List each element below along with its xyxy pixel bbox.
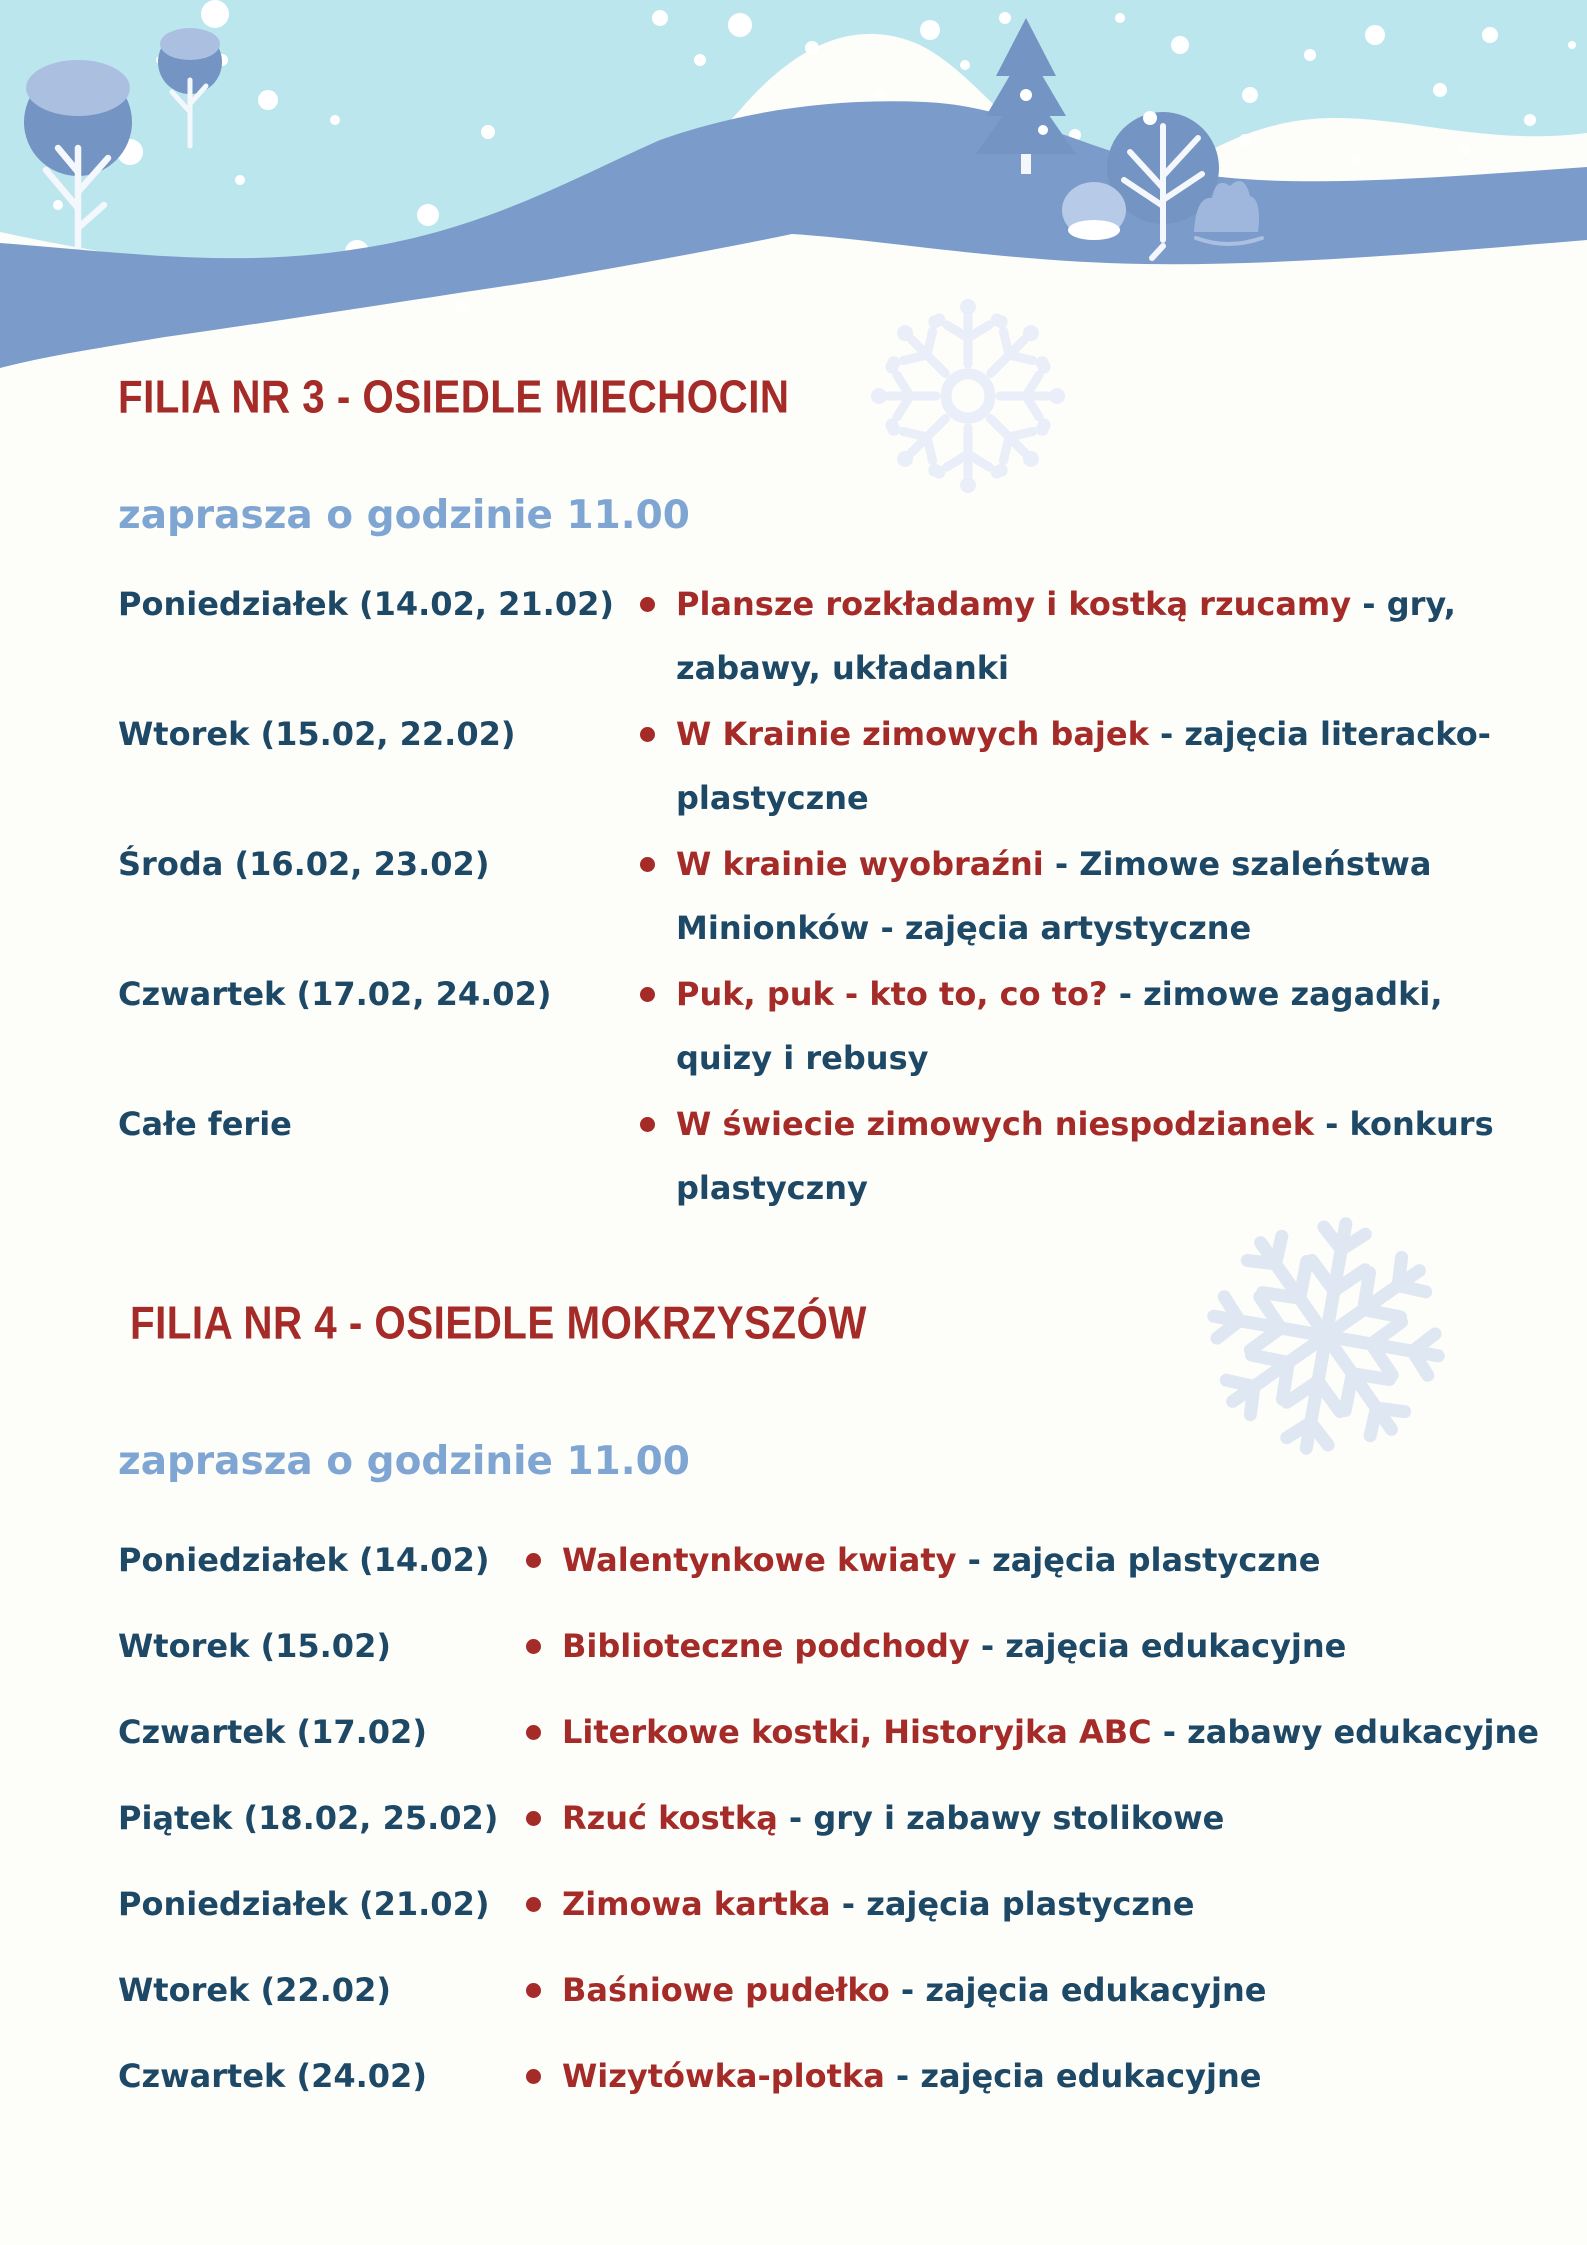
activity-title: Zimowa kartka <box>562 1885 842 1923</box>
activity-desc: - zajęcia literacko-plastyczne <box>676 715 1491 817</box>
activity-title: W Krainie zimowych bajek <box>676 715 1160 753</box>
schedule-row <box>118 1968 1578 2054</box>
activity-text <box>676 702 1538 830</box>
bullet-icon <box>640 727 655 742</box>
schedule-row <box>118 972 1538 1102</box>
schedule-row <box>118 1710 1578 1796</box>
bullet-icon <box>526 1983 541 1998</box>
schedule-row <box>118 1624 1578 1710</box>
activity-desc: - gry, zabawy, układanki <box>676 585 1456 687</box>
section-subtitle-invitation: zaprasza o godzinie 11.00 <box>118 493 690 538</box>
activity-desc: - zajęcia plastyczne <box>967 1541 1321 1579</box>
activity-title: Plansze rozkładamy i kostką rzucamy <box>676 585 1363 623</box>
bullet-icon <box>526 2069 541 2084</box>
day-label: Czwartek (17.02, 24.02) <box>118 975 552 1013</box>
bullet-icon <box>526 1639 541 1654</box>
bullet-icon <box>640 857 655 872</box>
activity-cell <box>640 582 1538 712</box>
schedule-filia-4 <box>118 1538 1578 2140</box>
activity-cell <box>526 1624 1578 1710</box>
schedule-row <box>118 712 1538 842</box>
activity-text <box>676 1092 1538 1220</box>
activity-desc: - konkurs plastyczny <box>676 1105 1494 1207</box>
section-title-filia-4: FILIA NR 4 - OSIEDLE MOKRZYSZÓW <box>130 1296 867 1349</box>
activity-text <box>562 1882 1195 1926</box>
activity-text <box>676 962 1538 1090</box>
activity-title: Puk, puk - kto to, co to? <box>676 975 1119 1013</box>
activity-desc: - zabawy edukacyjne <box>1162 1713 1539 1751</box>
activity-text <box>676 572 1538 700</box>
day-label: Środa (16.02, 23.02) <box>118 845 490 883</box>
activity-title: Wizytówka-plotka <box>562 2057 896 2095</box>
activity-desc: - gry i zabawy stolikowe <box>788 1799 1225 1837</box>
bullet-icon <box>526 1725 541 1740</box>
day-label: Poniedziałek (14.02, 21.02) <box>118 585 614 623</box>
activity-cell <box>640 972 1538 1102</box>
day-label: Poniedziałek (14.02) <box>118 1541 490 1579</box>
day-label: Piątek (18.02, 25.02) <box>118 1799 499 1837</box>
activity-text <box>562 1968 1266 2012</box>
bullet-icon <box>640 987 655 1002</box>
activity-desc: - zajęcia edukacyjne <box>980 1627 1347 1665</box>
schedule-row <box>118 2054 1578 2140</box>
day-label: Całe ferie <box>118 1105 292 1143</box>
schedule-row <box>118 1538 1578 1624</box>
activity-cell <box>640 712 1538 842</box>
day-label: Wtorek (22.02) <box>118 1971 391 2009</box>
activity-cell <box>526 2054 1578 2140</box>
activity-desc: - zajęcia edukacyjne <box>895 2057 1262 2095</box>
day-label: Czwartek (17.02) <box>118 1713 427 1751</box>
activity-text <box>562 1796 1224 1840</box>
activity-text <box>562 1710 1539 1754</box>
activity-desc: - zimowe zagadki, quizy i rebusy <box>676 975 1443 1077</box>
activity-cell <box>526 1882 1578 1968</box>
schedule-row <box>118 842 1538 972</box>
activity-cell <box>640 842 1538 972</box>
activity-title: Baśniowe pudełko <box>562 1971 901 2009</box>
day-label: Poniedziałek (21.02) <box>118 1885 490 1923</box>
bullet-icon <box>640 1117 655 1132</box>
bullet-icon <box>640 597 655 612</box>
activity-desc: - zajęcia plastyczne <box>841 1885 1195 1923</box>
activity-text <box>676 832 1538 960</box>
activity-title: Biblioteczne podchody <box>562 1627 981 1665</box>
activity-text <box>562 2054 1261 2098</box>
day-label: Wtorek (15.02) <box>118 1627 391 1665</box>
activity-desc: - zajęcia edukacyjne <box>900 1971 1267 2009</box>
activity-title: Walentynkowe kwiaty <box>562 1541 968 1579</box>
activity-title: W świecie zimowych niespodzianek <box>676 1105 1326 1143</box>
activity-title: Rzuć kostką <box>562 1799 789 1837</box>
activity-title: Literkowe kostki, Historyjka ABC <box>562 1713 1163 1751</box>
schedule-row <box>118 582 1538 712</box>
schedule-row <box>118 1102 1538 1232</box>
activity-text <box>562 1624 1346 1668</box>
activity-cell <box>526 1968 1578 2054</box>
bullet-icon <box>526 1553 541 1568</box>
activity-text <box>562 1538 1320 1582</box>
day-label: Wtorek (15.02, 22.02) <box>118 715 516 753</box>
schedule-filia-3 <box>118 582 1538 1232</box>
activity-title: W krainie wyobraźni <box>676 845 1055 883</box>
activity-cell <box>640 1102 1538 1232</box>
day-label: Czwartek (24.02) <box>118 2057 427 2095</box>
activity-desc: - Zimowe szaleństwa Minionków - zajęcia artystyczne <box>676 845 1432 947</box>
activity-cell <box>526 1538 1578 1624</box>
activity-cell <box>526 1710 1578 1796</box>
bullet-icon <box>526 1811 541 1826</box>
section-subtitle-invitation: zaprasza o godzinie 11.00 <box>118 1439 690 1484</box>
activity-cell <box>526 1796 1578 1882</box>
schedule-row <box>118 1796 1578 1882</box>
bullet-icon <box>526 1897 541 1912</box>
section-title-filia-3: FILIA NR 3 - OSIEDLE MIECHOCIN <box>118 370 790 423</box>
schedule-row <box>118 1882 1578 1968</box>
